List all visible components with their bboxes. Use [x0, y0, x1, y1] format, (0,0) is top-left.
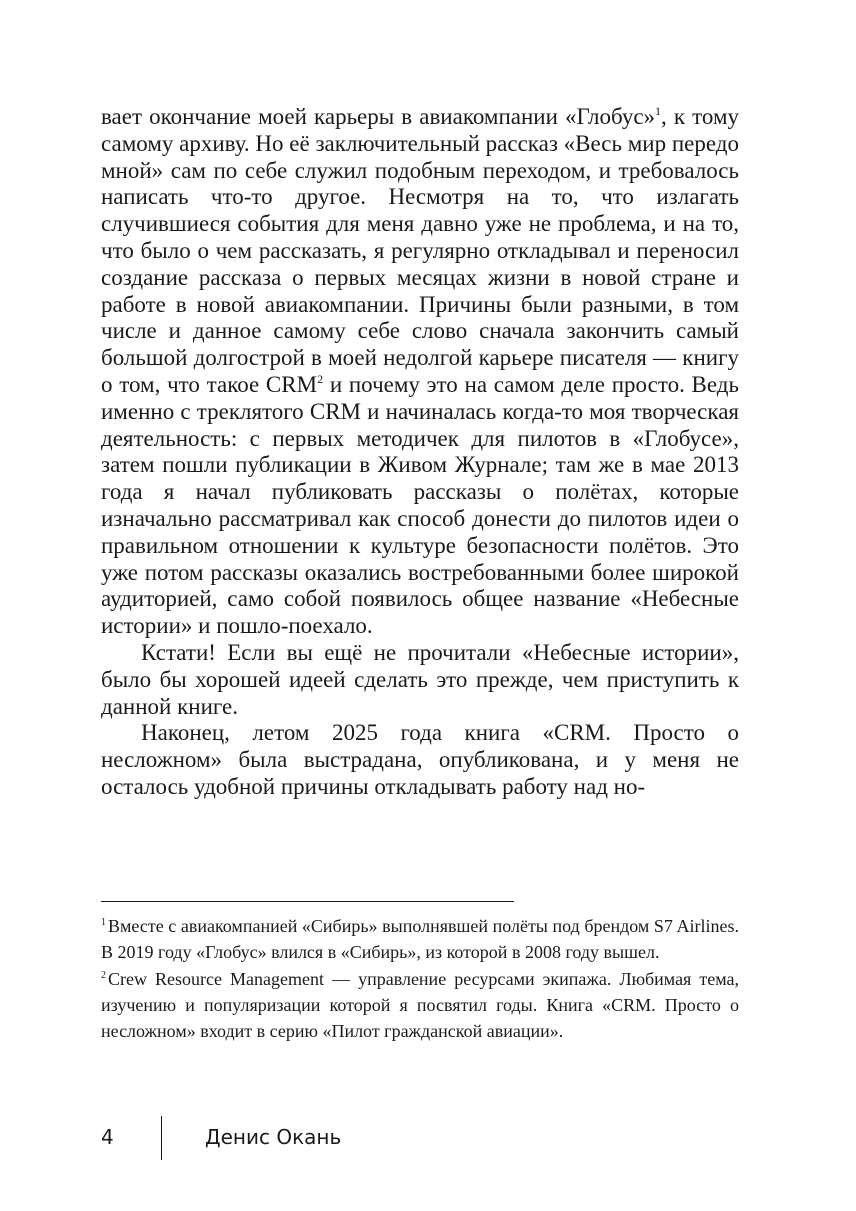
footnote-2-text: Crew Resource Management — управление ресурсами экипажа. Любимая тема, изучению и популяризации которой я посвятил годы. Книга «CRM. Просто о несложном» входит в серию «Пилот гражданской авиации».: [101, 968, 739, 1042]
footnote-1-marker: 1: [101, 917, 106, 928]
paragraph-1: [101, 104, 739, 640]
running-footer-author: Денис Окань: [205, 1125, 342, 1149]
footnote-1: [101, 913, 739, 966]
page-number: 4: [101, 1125, 114, 1149]
paragraph-1-part-a: вает окончание моей карьеры в авиакомпании «Глобус»: [101, 104, 656, 129]
footnote-ref-2: 2: [317, 371, 324, 386]
footnote-2: [101, 966, 739, 1045]
footnote-separator: [101, 901, 514, 902]
paragraph-3: Наконец, летом 2025 года книга «CRM. Просто о несложном» была выстрадана, опубликована, и у меня не осталось удобной причины откладывать работу над но-: [101, 720, 739, 799]
footer-divider: [161, 1116, 162, 1160]
paragraph-1-part-b: , к тому самому архиву. Но её заключительный рассказ «Весь мир передо мной» сам по себе служил подобным переходом, и требовалось написать что-то другое. Несмотря на то, что излагать случившиеся события для меня давно уже не проблема, и на то, что было о чем рассказать, я регулярно откладывал и переносил создание рассказа о первых месяцах жизни в новой стране и работе в новой авиакомпании. Причины были разными, в том числе и данное самому себе слово сначала закончить самый большой долгострой в моей недолгой карьере писателя — книгу о том, что такое CRM: [101, 104, 739, 397]
footnotes: [101, 913, 739, 1044]
footnote-1-text: Вместе с авиакомпанией «Сибирь» выполнявшей полёты под брендом S7 Airlines. В 2019 году «Глобус» влился в «Сибирь», из которой в 2008 году вышел.: [101, 916, 739, 963]
paragraph-2: Кстати! Если вы ещё не прочитали «Небесные истории», было бы хорошей идеей сделать это прежде, чем приступить к данной книге.: [101, 639, 739, 719]
footnote-2-marker: 2: [101, 969, 106, 981]
body-text: [101, 104, 739, 801]
paragraph-1-part-c: и почему это на самом деле просто. Ведь именно с треклятого CRM и начиналась когда-то моя творческая деятельность: с первых методичек для пилотов в «Глобусе», затем пошли публикации в Живом Журнале; там же в мае 2013 года я начал публиковать рассказы о полётах, которые изначально рассматривал как способ донести до пилотов идеи о правильном отношении к культуре безопасности полётов. Это уже потом рассказы оказались востребованными более широкой аудиторией, само собой появилось общее название «Небесные истории» и пошло-поехало.: [101, 371, 739, 639]
footnote-ref-1: 1: [655, 104, 662, 118]
